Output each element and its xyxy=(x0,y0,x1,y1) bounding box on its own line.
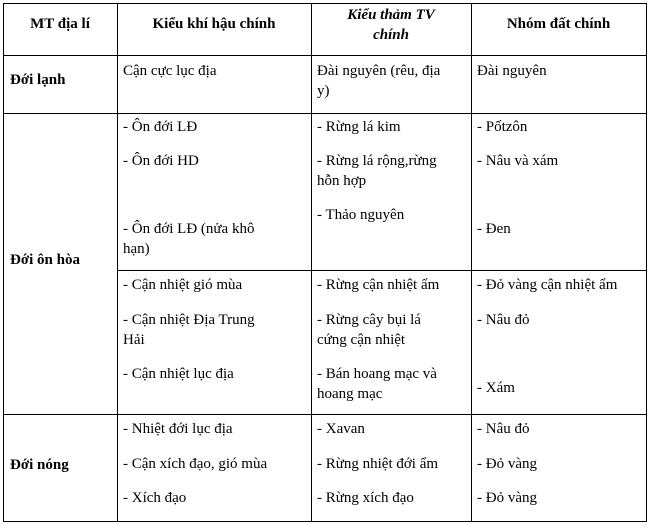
temperate-b-climate-1: - Cận nhiệt gió mùa xyxy=(123,277,243,293)
temperate-b-soil-2: - Nâu đỏ xyxy=(477,312,530,328)
cold-vegetation-line1: Đài nguyên (rêu, địa xyxy=(317,63,441,79)
hot-soil-1: - Nâu đỏ xyxy=(477,421,530,437)
zone-label-temperate: Đới ôn hòa xyxy=(10,252,80,268)
hot-climate-2: - Cận xích đạo, gió mùa xyxy=(123,456,268,472)
temperate-a-soil-3: - Đen xyxy=(477,221,511,237)
row-divider xyxy=(3,521,647,522)
column-divider xyxy=(117,3,118,522)
row-divider xyxy=(3,55,647,56)
temperate-b-vegetation-2-line1: - Rừng cây bụi lá xyxy=(317,312,421,328)
temperate-b-soil-3: - Xám xyxy=(477,380,515,396)
hot-climate-3: - Xích đạo xyxy=(123,490,187,506)
zone-label-cold: Đới lạnh xyxy=(10,72,66,88)
temperate-b-climate-3: - Cận nhiệt lục địa xyxy=(123,366,234,382)
cold-climate: Cận cực lục địa xyxy=(123,63,217,79)
cold-vegetation-line2: y) xyxy=(317,83,330,99)
temperate-b-vegetation-3-line2: hoang mạc xyxy=(317,386,383,402)
temperate-a-soil-1: - Pốtzôn xyxy=(477,119,528,135)
temperate-a-climate-1: - Ôn đới LĐ xyxy=(123,119,198,135)
hot-vegetation-2: - Rừng nhiệt đới ẩm xyxy=(317,456,439,472)
header-geographic-zone: MT địa lí xyxy=(30,16,90,32)
hot-soil-3: - Đỏ vàng xyxy=(477,490,537,506)
hot-vegetation-1: - Xavan xyxy=(317,421,365,437)
temperate-b-vegetation-2-line2: cứng cận nhiệt xyxy=(317,332,406,348)
column-divider xyxy=(311,3,312,522)
temperate-b-soil-1: - Đỏ vàng cận nhiệt ẩm xyxy=(477,277,618,293)
temperate-a-vegetation-1: - Rừng lá kim xyxy=(317,119,401,135)
row-divider xyxy=(3,414,647,415)
temperate-a-vegetation-2-line2: hỗn hợp xyxy=(317,173,367,189)
temperate-b-vegetation-3-line1: - Bán hoang mạc và xyxy=(317,366,437,382)
temperate-a-vegetation-3: - Thảo nguyên xyxy=(317,207,405,223)
column-divider xyxy=(3,3,4,522)
hot-vegetation-3: - Rừng xích đạo xyxy=(317,490,414,506)
temperate-a-climate-3-line2: hạn) xyxy=(123,241,150,257)
cold-soil: Đài nguyên xyxy=(477,63,547,79)
header-soil-group: Nhóm đất chính xyxy=(506,16,611,32)
temperate-a-soil-2: - Nâu và xám xyxy=(477,153,559,169)
header-vegetation-line2: chính xyxy=(373,27,409,43)
temperate-a-climate-2: - Ôn đới HD xyxy=(123,153,199,169)
hot-climate-1: - Nhiệt đới lục địa xyxy=(123,421,233,437)
column-divider xyxy=(471,3,472,522)
header-climate-type: Kiểu khí hậu chính xyxy=(152,16,276,32)
zone-label-hot: Đới nóng xyxy=(10,457,69,473)
row-divider xyxy=(117,270,647,271)
hot-soil-2: - Đỏ vàng xyxy=(477,456,537,472)
temperate-b-climate-2-line1: - Cận nhiệt Địa Trung xyxy=(123,312,255,328)
temperate-a-climate-3-line1: - Ôn đới LĐ (nửa khô xyxy=(123,221,255,237)
temperate-b-vegetation-1: - Rừng cận nhiệt ẩm xyxy=(317,277,440,293)
header-vegetation-line1: Kiểu thảm TV xyxy=(347,7,435,23)
row-divider xyxy=(3,113,647,114)
column-divider xyxy=(646,3,647,522)
row-divider xyxy=(3,3,647,4)
temperate-b-climate-2-line2: Hải xyxy=(123,332,145,348)
temperate-a-vegetation-2-line1: - Rừng lá rộng,rừng xyxy=(317,153,437,169)
